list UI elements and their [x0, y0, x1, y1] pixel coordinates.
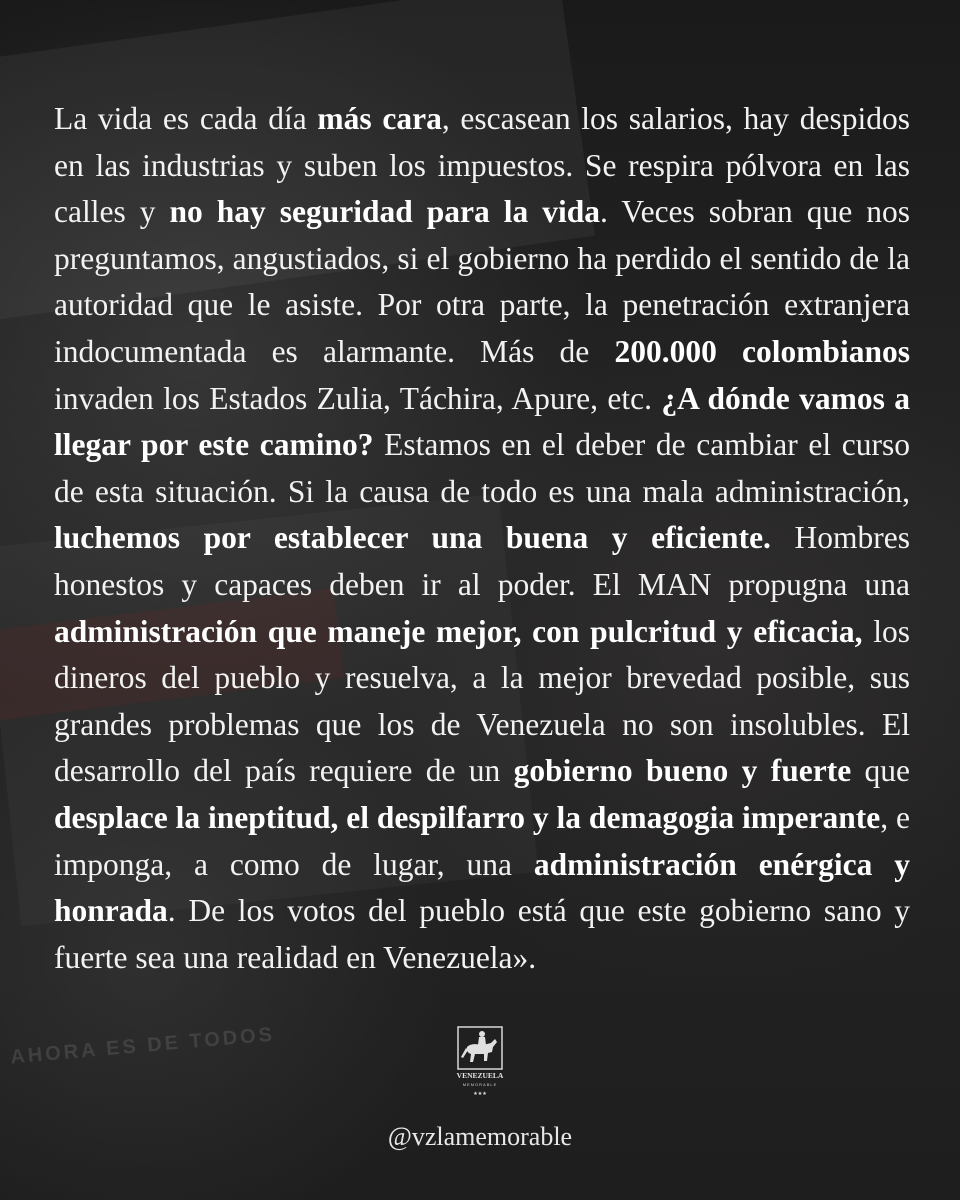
text-segment: Estamos en el deber de cambiar el curso de esta situación. Si la causa de todo es una mala administración, [54, 427, 911, 509]
text-segment: . De los votos del pueblo está que este gobierno sano y fuerte sea una realidad en Venezuela». [54, 893, 910, 975]
bold-segment: luchemos por establecer una buena y eficiente. [54, 520, 771, 556]
text-segment: , escasean los salarios, hay despidos en las industrias y suben los impuestos. Se respira pólvora en las calles y [54, 101, 910, 230]
account-handle: @vzlamemorable [387, 1122, 573, 1151]
bold-segment: 200.000 colombianos [614, 333, 910, 369]
logo-stars: ★★★ [473, 1091, 487, 1097]
text-segment: que [851, 753, 910, 789]
bold-segment: desplace la ineptitud, el despilfarro y la demagogia imperante [54, 799, 881, 835]
bold-segment: gobierno bueno y fuerte [513, 753, 852, 789]
text-segment: invaden los Estados Zulia, Táchira, Apure, etc. [54, 380, 662, 416]
text-segment: Hombres honestos y capaces deben ir al poder. El MAN propugna una [54, 520, 911, 602]
bold-segment: administración que maneje mejor, con pulcritud y eficacia, [54, 613, 863, 649]
text-segment: , e imponga, a como de lugar, una [54, 799, 910, 882]
text-segment: los dineros del pueblo y resuelva, a la mejor brevedad posible, sus grandes problemas que los de Venezuela no son insolubles. El desarrollo del país requiere de un [54, 613, 910, 789]
bold-segment: más cara [317, 101, 442, 136]
background-watermark-text: AHORA ES DE TODOS [9, 1023, 276, 1069]
venezuela-memorable-logo [455, 1025, 505, 1103]
bold-segment: no hay seguridad para la vida [169, 194, 601, 230]
text-segment: . Veces sobran que nos preguntamos, angustiados, si el gobierno ha perdido el sentido de la autoridad que le asiste. Por otra parte, la penetración extranjera indocumentada es alarmante. Más de [54, 194, 910, 369]
bold-segment: ¿A dónde vamos a llegar por este camino? [54, 380, 911, 463]
logo-title: VENEZUELA [456, 1071, 504, 1080]
logo-subtitle: MEMORABLE [462, 1082, 498, 1087]
quote-paragraph [54, 96, 910, 981]
bold-segment: administración enérgica y honrada [54, 846, 910, 929]
horse-rider-icon [461, 1031, 497, 1062]
text-segment: La vida es cada día [54, 101, 318, 136]
